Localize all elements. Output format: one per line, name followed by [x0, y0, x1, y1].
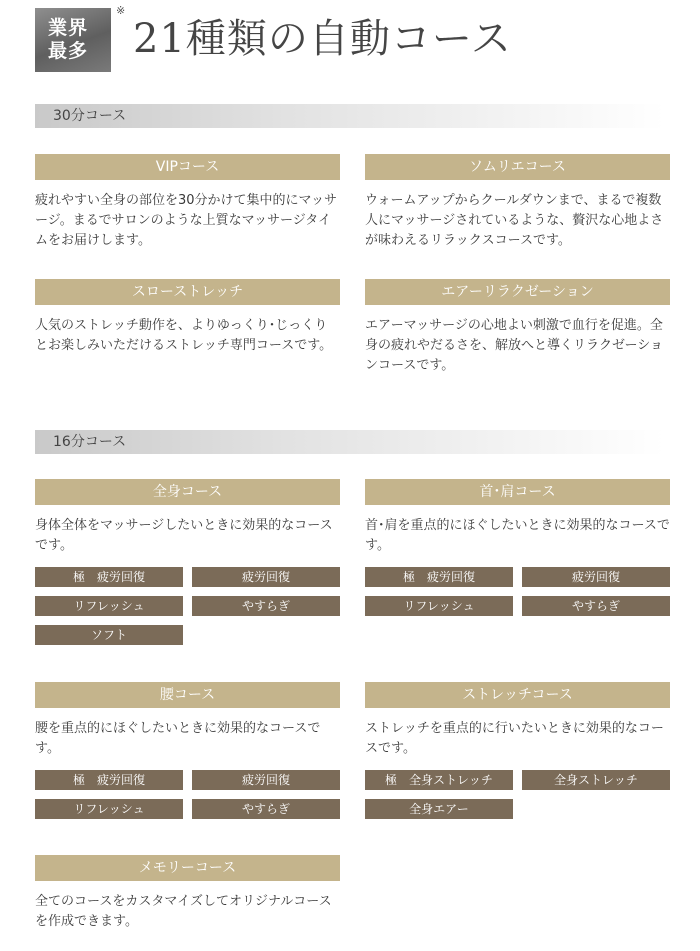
badge-line-1: 業界 — [48, 17, 89, 39]
mode-tag: 極 全身ストレッチ — [365, 770, 513, 790]
badge-line-2: 最多 — [48, 40, 89, 62]
course-description: エアーマッサージの心地よい刺激で血行を促進。全身の疲れやだるさを、解放へと導くリラクゼーションコースです。 — [365, 318, 663, 373]
course-title: メモリーコース — [35, 855, 340, 881]
course-card-sommelier — [365, 154, 670, 251]
page-title: 21種類の自動コース — [133, 16, 512, 62]
course-description: 全てのコースをカスタマイズしてオリジナルコースを作成できます。 — [35, 894, 332, 929]
mode-tag: リフレッシュ — [35, 596, 183, 616]
course-description: 人気のストレッチ動作を、よりゆっくり･じっくりとお楽しみいただけるストレッチ専門コースです。 — [35, 318, 333, 353]
course-description: 疲れやすい全身の部位を30分かけて集中的にマッサージ。まるでサロンのような上質なマッサージタイムをお届けします。 — [35, 193, 338, 248]
mode-tag: リフレッシュ — [365, 596, 513, 616]
mode-tag: やすらぎ — [522, 596, 670, 616]
course-card-neck-shoulder — [365, 479, 670, 616]
course-title: エアーリラクゼーション — [365, 279, 670, 305]
mode-tag-list — [365, 770, 670, 819]
mode-tag: やすらぎ — [192, 799, 340, 819]
mode-tag-list — [35, 567, 340, 645]
course-title: VIPコース — [35, 154, 340, 180]
mode-tag: 極 疲労回復 — [365, 567, 513, 587]
mode-tag: 疲労回復 — [192, 770, 340, 790]
section-title-30min: 30分コース — [35, 104, 665, 128]
course-card-air-relaxation — [365, 279, 670, 376]
course-title: スローストレッチ — [35, 279, 340, 305]
course-title: 首･肩コース — [365, 479, 670, 505]
mode-tag: 疲労回復 — [192, 567, 340, 587]
mode-tag: やすらぎ — [192, 596, 340, 616]
course-title: ストレッチコース — [365, 682, 670, 708]
course-card-memory — [35, 855, 340, 932]
mode-tag: 疲労回復 — [522, 567, 670, 587]
industry-best-badge — [35, 8, 111, 72]
course-description: 首･肩を重点的にほぐしたいときに効果的なコースです。 — [365, 518, 670, 553]
course-description: ストレッチを重点的に行いたいときに効果的なコースです。 — [365, 721, 664, 756]
mode-tag: 極 疲労回復 — [35, 770, 183, 790]
mode-tag-list — [35, 770, 340, 819]
course-card-full-body — [35, 479, 340, 645]
course-title: ソムリエコース — [365, 154, 670, 180]
mode-tag: 全身エアー — [365, 799, 513, 819]
course-card-vip — [35, 154, 340, 251]
mode-tag: リフレッシュ — [35, 799, 183, 819]
course-description: 腰を重点的にほぐしたいときに効果的なコースです。 — [35, 721, 321, 756]
course-card-stretch — [365, 682, 670, 819]
course-card-slow-stretch — [35, 279, 340, 356]
mode-tag: 全身ストレッチ — [522, 770, 670, 790]
course-card-waist — [35, 682, 340, 819]
section-title-16min: 16分コース — [35, 430, 665, 454]
mode-tag: ソフト — [35, 625, 183, 645]
mode-tag: 極 疲労回復 — [35, 567, 183, 587]
course-description: 身体全体をマッサージしたいときに効果的なコースです。 — [35, 518, 333, 553]
course-title: 腰コース — [35, 682, 340, 708]
course-title: 全身コース — [35, 479, 340, 505]
course-description: ウォームアップからクールダウンまで、まるで複数人にマッサージされているような、贅沢な心地よさが味わえるリラックスコースです。 — [365, 193, 664, 248]
note-mark: ※ — [116, 4, 126, 17]
mode-tag-list — [365, 567, 670, 616]
